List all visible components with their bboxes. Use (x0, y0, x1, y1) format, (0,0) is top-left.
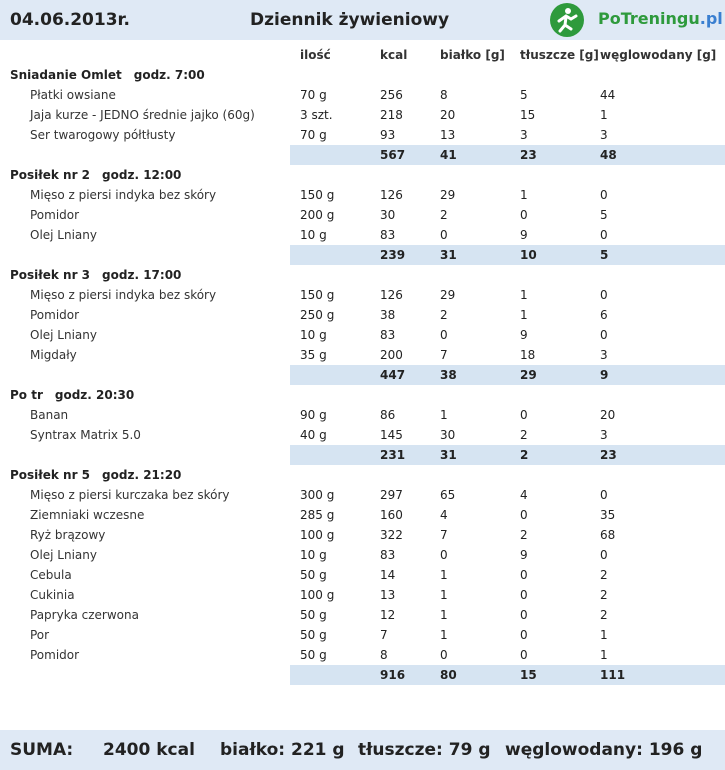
meal-total-row (0, 665, 725, 685)
food-carbs: 0 (600, 488, 608, 502)
meal-header-row (0, 65, 725, 85)
food-quantity: 100 g (300, 588, 335, 602)
food-carbs: 3 (600, 428, 608, 442)
diary-date: 04.06.2013r. (10, 10, 130, 30)
food-protein: 7 (440, 528, 448, 542)
meal-total-row (0, 445, 725, 465)
table-row (0, 325, 725, 345)
meal-total-fat: 2 (520, 448, 529, 462)
table-row (0, 345, 725, 365)
food-fat: 1 (520, 288, 528, 302)
food-protein: 0 (440, 328, 448, 342)
food-kcal: 12 (380, 608, 396, 622)
food-name: Płatki owsiane (30, 88, 116, 102)
food-name: Ziemniaki wczesne (30, 508, 145, 522)
food-fat: 2 (520, 428, 528, 442)
food-protein: 1 (440, 628, 448, 642)
food-kcal: 8 (380, 648, 388, 662)
food-quantity: 3 szt. (300, 108, 333, 122)
food-quantity: 40 g (300, 428, 327, 442)
food-fat: 0 (520, 408, 528, 422)
food-name: Ryż brązowy (30, 528, 106, 542)
column-header-protein: białko [g] (440, 48, 505, 62)
food-quantity: 50 g (300, 608, 327, 622)
food-fat: 0 (520, 568, 528, 582)
meal-total-background (290, 365, 725, 385)
table-row (0, 225, 725, 245)
food-carbs: 20 (600, 408, 616, 422)
food-name: Mięso z piersi indyka bez skóry (30, 188, 217, 202)
meal-time: godz. 20:30 (54, 388, 135, 402)
food-fat: 0 (520, 508, 528, 522)
food-name: Cebula (30, 568, 72, 582)
food-carbs: 2 (600, 588, 608, 602)
food-carbs: 0 (600, 228, 608, 242)
food-kcal: 13 (380, 588, 396, 602)
food-name: Pomidor (30, 648, 80, 662)
meal-total-kcal: 567 (380, 148, 406, 162)
food-protein: 2 (440, 308, 448, 322)
food-kcal: 297 (380, 488, 403, 502)
food-quantity: 70 g (300, 88, 327, 102)
meal-total-fat: 29 (520, 368, 537, 382)
food-carbs: 6 (600, 308, 608, 322)
column-header-quantity: ilość (300, 48, 331, 62)
table-row (0, 425, 725, 445)
table-row (0, 305, 725, 325)
food-kcal: 83 (380, 548, 396, 562)
table-row (0, 525, 725, 545)
table-row (0, 545, 725, 565)
food-protein: 0 (440, 548, 448, 562)
food-fat: 0 (520, 208, 528, 222)
meal-total-background (290, 665, 725, 685)
food-carbs: 0 (600, 328, 608, 342)
food-kcal: 200 (380, 348, 403, 362)
food-protein: 0 (440, 648, 448, 662)
food-quantity: 50 g (300, 628, 327, 642)
food-protein: 29 (440, 188, 456, 202)
food-name: Ser twarogowy półtłusty (30, 128, 176, 142)
food-fat: 1 (520, 308, 528, 322)
meal-total-row (0, 145, 725, 165)
meal-total-protein: 41 (440, 148, 457, 162)
food-quantity: 10 g (300, 228, 327, 242)
food-carbs: 68 (600, 528, 616, 542)
meal-total-background (290, 145, 725, 165)
food-kcal: 218 (380, 108, 403, 122)
table-row (0, 585, 725, 605)
table-row (0, 105, 725, 125)
food-name: Olej Lniany (30, 328, 97, 342)
food-protein: 20 (440, 108, 456, 122)
food-name: Banan (30, 408, 69, 422)
food-carbs: 0 (600, 548, 608, 562)
food-quantity: 70 g (300, 128, 327, 142)
food-kcal: 93 (380, 128, 396, 142)
food-kcal: 126 (380, 188, 403, 202)
column-header-fat: tłuszcze [g] (520, 48, 599, 62)
meal-header-row (0, 265, 725, 285)
meal-time: godz. 21:20 (102, 468, 182, 482)
summary-kcal: 2400 kcal (103, 740, 195, 760)
table-row (0, 485, 725, 505)
food-quantity: 10 g (300, 548, 327, 562)
food-name: Migdały (30, 348, 77, 362)
food-fat: 9 (520, 228, 528, 242)
food-quantity: 50 g (300, 568, 327, 582)
food-quantity: 100 g (300, 528, 335, 542)
food-kcal: 126 (380, 288, 403, 302)
food-protein: 29 (440, 288, 456, 302)
table-row (0, 605, 725, 625)
potreningu-logo[interactable] (550, 3, 723, 37)
meal-time: godz. 12:00 (102, 168, 182, 182)
table-row (0, 125, 725, 145)
food-fat: 15 (520, 108, 536, 122)
food-name: Mięso z piersi kurczaka bez skóry (30, 488, 230, 502)
table-row (0, 505, 725, 525)
summary-fat: tłuszcze: 79 g (358, 740, 491, 760)
meal-time: godz. 17:00 (102, 268, 182, 282)
summary-label: SUMA: (10, 740, 74, 760)
table-row (0, 185, 725, 205)
food-quantity: 250 g (300, 308, 335, 322)
food-carbs: 44 (600, 88, 616, 102)
food-protein: 2 (440, 208, 448, 222)
meal-total-protein: 38 (440, 368, 457, 382)
food-protein: 1 (440, 408, 448, 422)
table-row (0, 625, 725, 645)
meal-total-kcal: 916 (380, 668, 406, 682)
food-fat: 2 (520, 528, 528, 542)
meal-table (0, 65, 725, 685)
food-kcal: 14 (380, 568, 396, 582)
meal-total-row (0, 245, 725, 265)
food-fat: 9 (520, 328, 528, 342)
meal-total-fat: 10 (520, 248, 537, 262)
food-kcal: 83 (380, 228, 396, 242)
food-name: Syntrax Matrix 5.0 (30, 428, 141, 442)
food-protein: 7 (440, 348, 448, 362)
food-name: Cukinia (30, 588, 75, 602)
food-protein: 13 (440, 128, 456, 142)
meal-header-row (0, 465, 725, 485)
runner-logo-icon (550, 3, 584, 37)
food-carbs: 0 (600, 188, 608, 202)
food-protein: 1 (440, 608, 448, 622)
food-kcal: 7 (380, 628, 388, 642)
food-kcal: 38 (380, 308, 396, 322)
meal-name (10, 168, 181, 182)
food-name: Olej Lniany (30, 228, 97, 242)
food-fat: 5 (520, 88, 528, 102)
food-name: Pomidor (30, 208, 80, 222)
daily-summary-bar (0, 730, 725, 770)
table-row (0, 85, 725, 105)
logo-wordmark: PoTreningu.pl (598, 9, 723, 28)
food-protein: 1 (440, 568, 448, 582)
table-row (0, 285, 725, 305)
food-kcal: 160 (380, 508, 403, 522)
food-protein: 65 (440, 488, 456, 502)
food-protein: 0 (440, 228, 448, 242)
meal-header-row (0, 165, 725, 185)
food-fat: 0 (520, 588, 528, 602)
table-row (0, 205, 725, 225)
food-quantity: 35 g (300, 348, 327, 362)
meal-total-carbs: 48 (600, 148, 617, 162)
header-bar (0, 0, 725, 40)
column-header-carbs: węglowodany [g] (600, 48, 717, 62)
food-carbs: 3 (600, 128, 608, 142)
meal-name-text: Posiłek nr 2 (10, 168, 91, 182)
meal-name-text: Po tr (10, 388, 43, 402)
food-fat: 1 (520, 188, 528, 202)
meal-total-fat: 23 (520, 148, 537, 162)
food-protein: 1 (440, 588, 448, 602)
meal-total-background (290, 445, 725, 465)
meal-total-row (0, 365, 725, 385)
food-fat: 3 (520, 128, 528, 142)
meal-total-kcal: 239 (380, 248, 406, 262)
food-fat: 4 (520, 488, 528, 502)
table-row (0, 645, 725, 665)
food-protein: 8 (440, 88, 448, 102)
food-carbs: 2 (600, 568, 608, 582)
food-name: Papryka czerwona (30, 608, 139, 622)
food-quantity: 10 g (300, 328, 327, 342)
meal-total-carbs: 111 (600, 668, 626, 682)
meal-total-fat: 15 (520, 668, 537, 682)
meal-total-protein: 31 (440, 448, 457, 462)
meal-name-text: Posiłek nr 5 (10, 468, 91, 482)
meal-name (10, 68, 205, 82)
food-kcal: 83 (380, 328, 396, 342)
food-fat: 9 (520, 548, 528, 562)
table-row (0, 565, 725, 585)
food-fat: 18 (520, 348, 536, 362)
food-name: Jaja kurze - JEDNO średnie jajko (60g) (30, 108, 255, 122)
column-header-kcal: kcal (380, 48, 408, 62)
meal-total-kcal: 231 (380, 448, 406, 462)
food-carbs: 2 (600, 608, 608, 622)
meal-total-background (290, 245, 725, 265)
food-carbs: 0 (600, 288, 608, 302)
food-fat: 0 (520, 608, 528, 622)
food-fat: 0 (520, 628, 528, 642)
food-quantity: 150 g (300, 188, 335, 202)
food-quantity: 90 g (300, 408, 327, 422)
meal-total-carbs: 5 (600, 248, 609, 262)
meal-time: godz. 7:00 (133, 68, 205, 82)
food-carbs: 5 (600, 208, 608, 222)
summary-protein: białko: 221 g (220, 740, 345, 760)
meal-header-row (0, 385, 725, 405)
meal-total-protein: 31 (440, 248, 457, 262)
food-quantity: 50 g (300, 648, 327, 662)
food-kcal: 30 (380, 208, 396, 222)
meal-total-protein: 80 (440, 668, 457, 682)
food-carbs: 1 (600, 648, 608, 662)
meal-name-text: Posiłek nr 3 (10, 268, 91, 282)
page-title: Dziennik żywieniowy (250, 10, 450, 30)
food-name: Olej Lniany (30, 548, 97, 562)
food-quantity: 200 g (300, 208, 335, 222)
food-kcal: 322 (380, 528, 403, 542)
food-kcal: 86 (380, 408, 396, 422)
food-quantity: 300 g (300, 488, 335, 502)
food-protein: 30 (440, 428, 456, 442)
food-carbs: 3 (600, 348, 608, 362)
food-protein: 4 (440, 508, 448, 522)
food-kcal: 256 (380, 88, 403, 102)
meal-total-kcal: 447 (380, 368, 406, 382)
food-name: Por (30, 628, 50, 642)
meal-total-carbs: 9 (600, 368, 609, 382)
meal-name-text: Sniadanie Omlet (10, 68, 122, 82)
table-row (0, 405, 725, 425)
meal-name (10, 468, 181, 482)
summary-carbs: węglowodany: 196 g (505, 740, 703, 760)
food-carbs: 1 (600, 628, 608, 642)
food-kcal: 145 (380, 428, 403, 442)
food-carbs: 1 (600, 108, 608, 122)
food-quantity: 285 g (300, 508, 335, 522)
food-fat: 0 (520, 648, 528, 662)
food-quantity: 150 g (300, 288, 335, 302)
meal-name (10, 388, 134, 402)
food-carbs: 35 (600, 508, 616, 522)
meal-name (10, 268, 181, 282)
food-name: Mięso z piersi indyka bez skóry (30, 288, 217, 302)
meal-total-carbs: 23 (600, 448, 617, 462)
food-name: Pomidor (30, 308, 80, 322)
